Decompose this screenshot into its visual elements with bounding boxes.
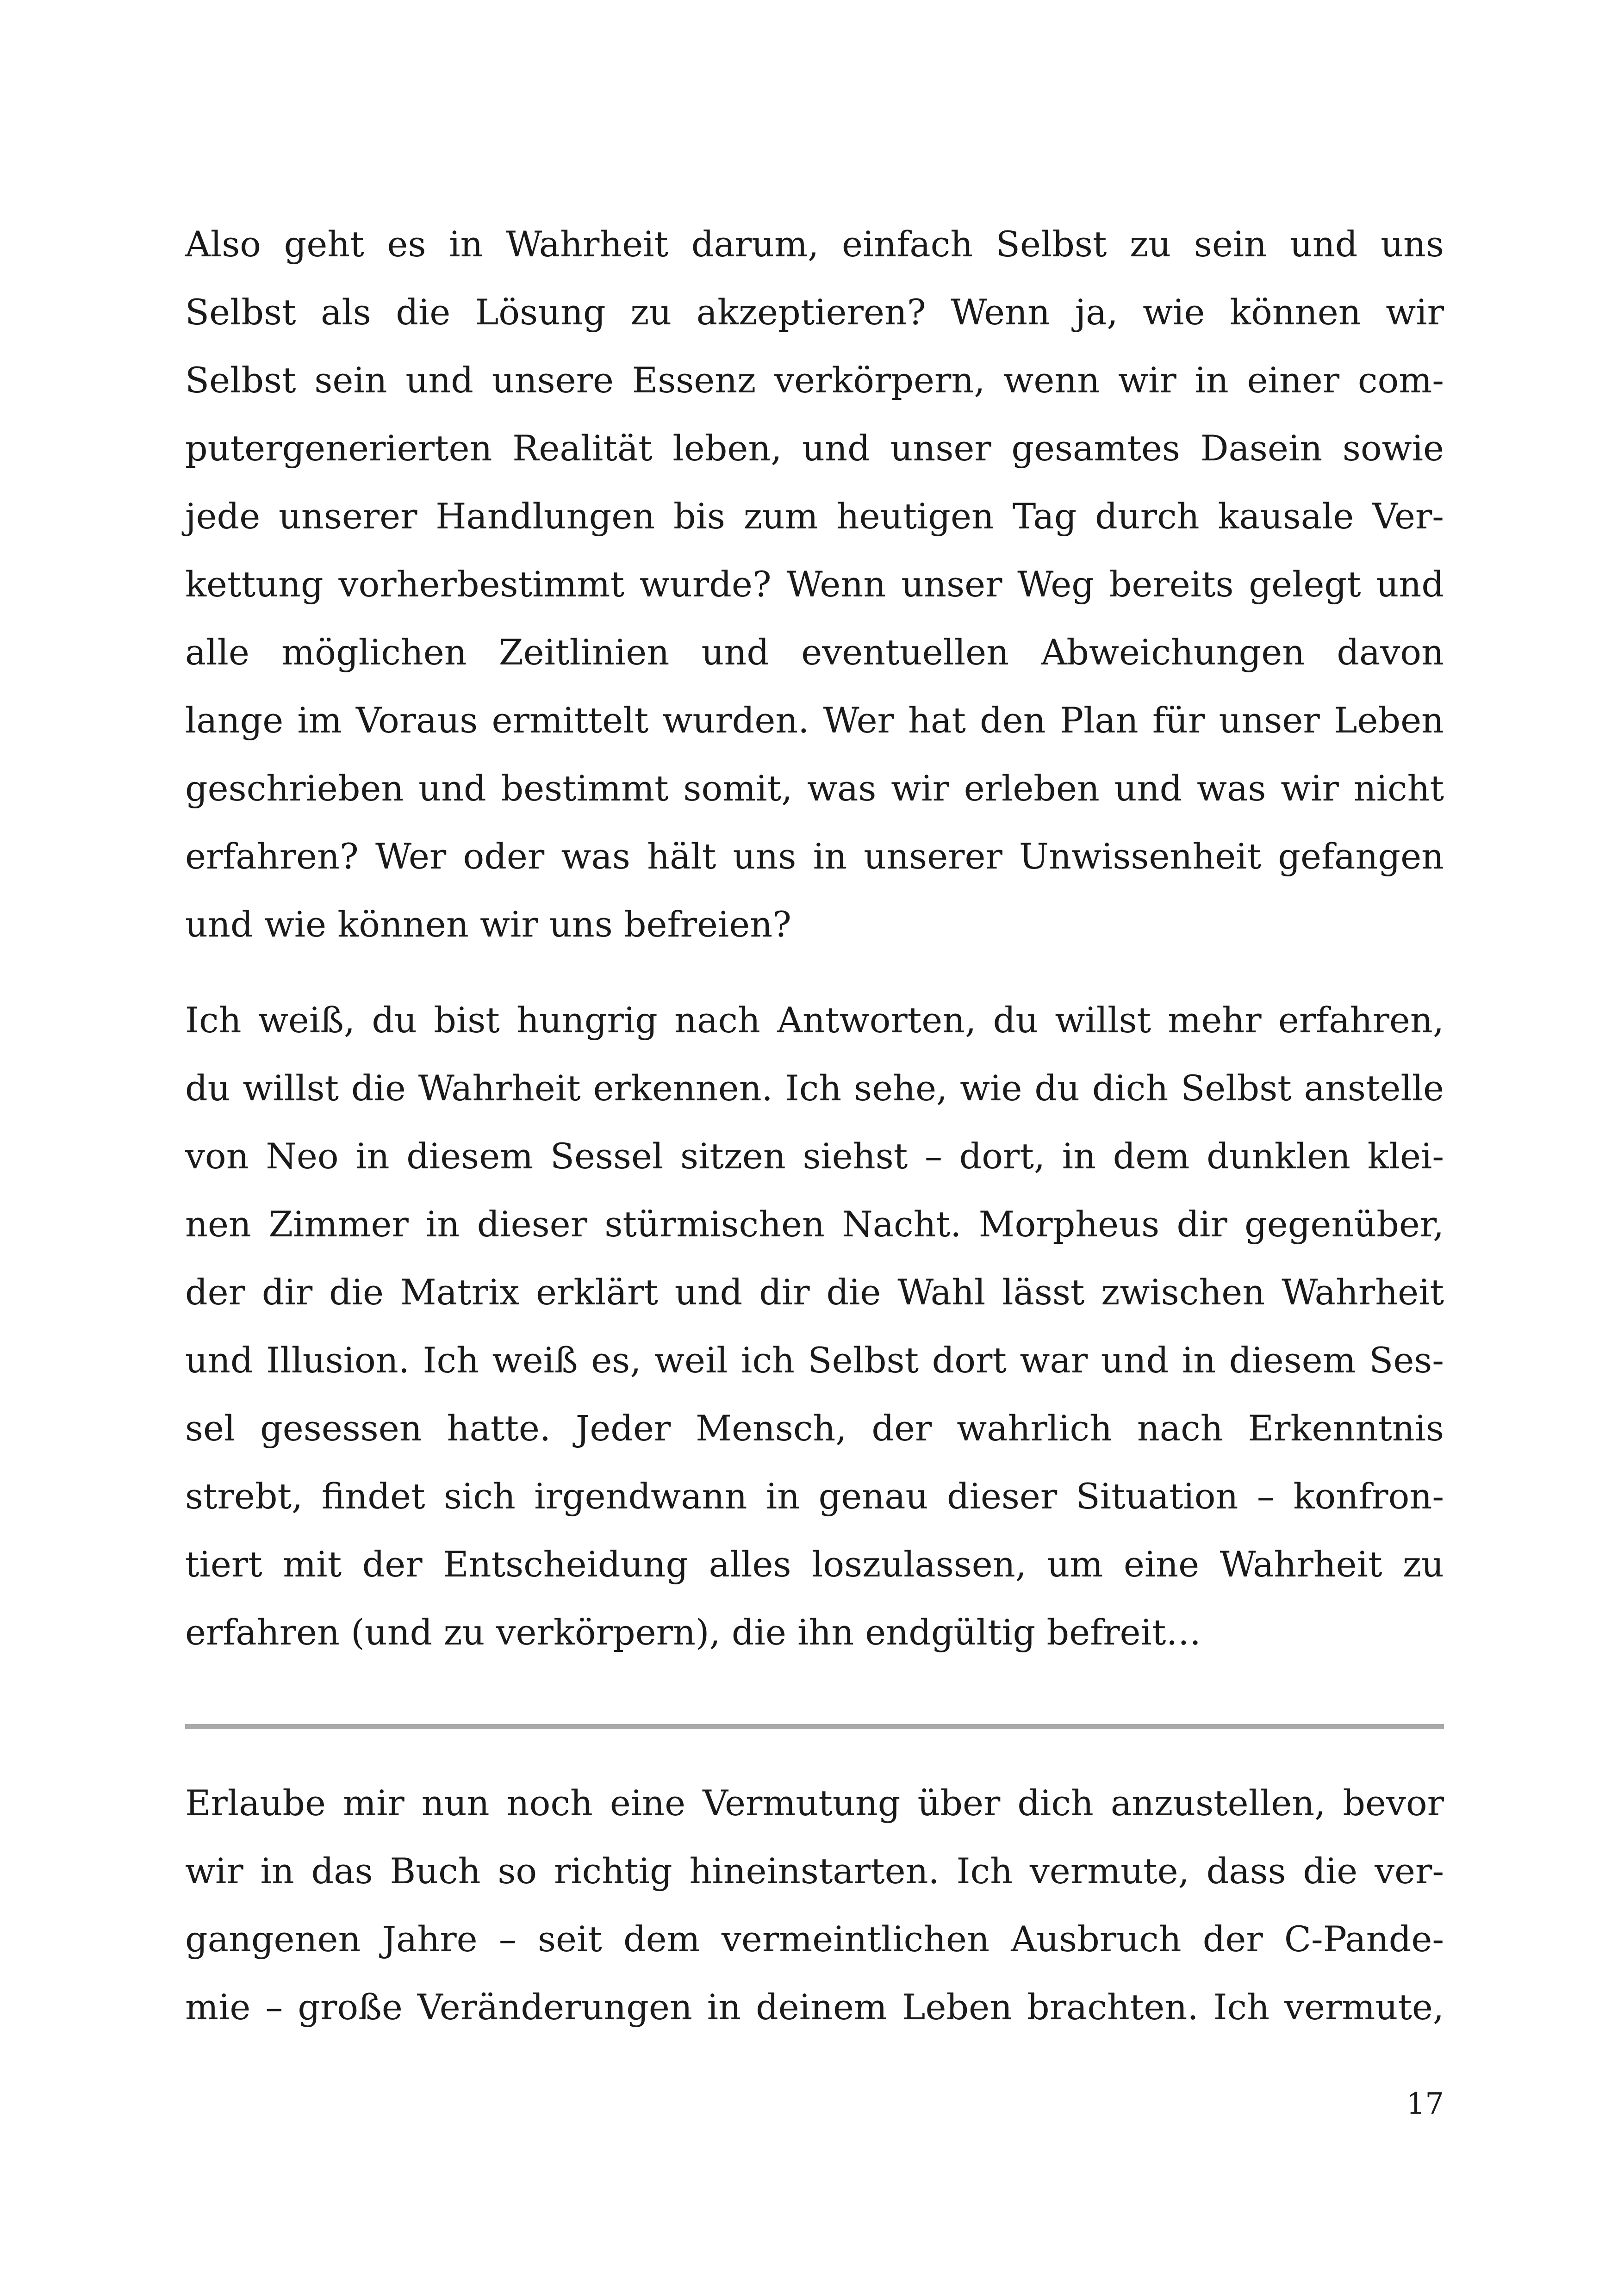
text-line: der dir die Matrix erklärt und dir die Wahl lässt zwischen Wahrheit [185, 1272, 1444, 1313]
text-line: und wie können wir uns befreien? [185, 904, 791, 945]
paragraph-3 [185, 1769, 1444, 2041]
text-line: tiert mit der Entscheidung alles loszulassen, um eine Wahrheit zu [185, 1544, 1444, 1585]
text-line: alle möglichen Zeitlinien und eventuellen Abweichungen davon [185, 632, 1444, 673]
text-line: geschrieben und bestimmt somit, was wir erleben und was wir nicht [185, 768, 1444, 809]
text-line: wir in das Buch so richtig hineinstarten. Ich vermute, dass die ver- [185, 1850, 1444, 1892]
text-line: strebt, findet sich irgendwann in genau dieser Situation – konfron- [185, 1476, 1444, 1517]
text-line: jede unserer Handlungen bis zum heutigen Tag durch kausale Ver- [185, 496, 1444, 537]
paragraph-2 [185, 986, 1444, 1666]
text-line: erfahren? Wer oder was hält uns in unserer Unwissenheit gefangen [185, 836, 1444, 877]
text-line: sel gesessen hatte. Jeder Mensch, der wahrlich nach Erkenntnis [185, 1408, 1444, 1449]
text-line: Also geht es in Wahrheit darum, einfach Selbst zu sein und uns [185, 223, 1444, 265]
section-divider [185, 1724, 1444, 1729]
text-line: Selbst als die Lösung zu akzeptieren? Wenn ja, wie können wir [185, 292, 1444, 333]
text-line: erfahren (und zu verkörpern), die ihn endgültig befreit… [185, 1612, 1201, 1653]
text-line: Erlaube mir nun noch eine Vermutung über dich anzustellen, bevor [185, 1782, 1444, 1824]
text-line: nen Zimmer in dieser stürmischen Nacht. Morpheus dir gegenüber, [185, 1204, 1444, 1245]
text-line: mie – große Veränderungen in deinem Leben brachten. Ich vermute, [185, 1986, 1444, 2028]
text-line: von Neo in diesem Sessel sitzen siehst – dort, in dem dunklen klei- [185, 1136, 1444, 1177]
text-line: und Illusion. Ich weiß es, weil ich Selbst dort war und in diesem Ses- [185, 1340, 1444, 1381]
text-line: Ich weiß, du bist hungrig nach Antworten, du willst mehr erfahren, [185, 999, 1444, 1041]
text-line: lange im Voraus ermittelt wurden. Wer hat den Plan für unser Leben [185, 700, 1444, 741]
text-line: kettung vorherbestimmt wurde? Wenn unser Weg bereits gelegt und [185, 564, 1444, 605]
text-line: du willst die Wahrheit erkennen. Ich sehe, wie du dich Selbst anstelle [185, 1067, 1444, 1109]
text-line: Selbst sein und unsere Essenz verkörpern, wenn wir in einer com- [185, 360, 1444, 401]
page-number: 17 [1406, 2087, 1444, 2121]
text-line: gangenen Jahre – seit dem vermeintlichen Ausbruch der C-Pande- [185, 1918, 1444, 1960]
paragraph-1 [185, 210, 1444, 958]
text-line: putergenerierten Realität leben, und unser gesamtes Dasein sowie [185, 428, 1444, 469]
